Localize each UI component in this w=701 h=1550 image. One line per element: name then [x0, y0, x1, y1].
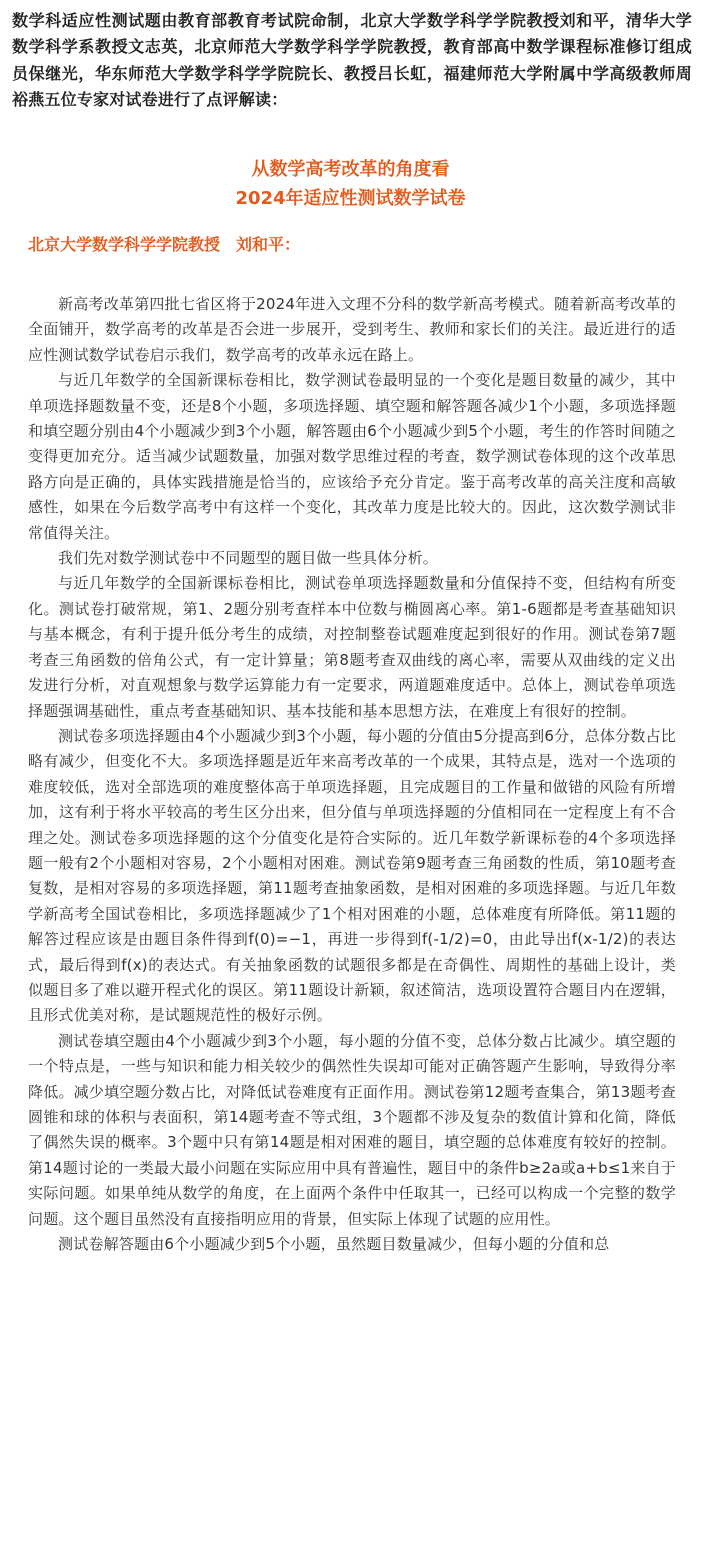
body-paragraph: 与近几年数学的全国新课标卷相比，测试卷单项选择题数量和分值保持不变，但结构有所变化。测试卷打破常规，第1、2题分别考查样本中位数与椭圆离心率。第1-6题都是考查基础知识与基本概念，有利于提升低分考生的成绩，对控制整卷试题难度起到很好的作用。测试卷第7题考查三角函数的倍角公式，有一定计算量；第8题考查双曲线的离心率，需要从双曲线的定义出发进行分析，对直观想象与数学运算能力有一定要求，两道题难度适中。总体上，测试卷单项选择题强调基础性，重点考查基础知识、基本技能和基本思想方法，在难度上有很好的控制。 [28, 574, 676, 720]
intro-paragraph: 数学科适应性测试题由教育部教育考试院命制，北京大学数学科学学院教授刘和平，清华大学数学科学系教授文志英，北京师范大学数学科学学院教授，教育部高中数学课程标准修订组成员保继光，华东师范大学数学科学学院院长、教授吕长虹，福建师范大学附属中学高级教师周裕燕五位专家对试卷进行了点评解读： [12, 11, 692, 109]
title-line-2: 2024年适应性测试数学试卷 [235, 188, 466, 209]
author-heading: 北京大学数学科学学院教授 刘和平： [28, 235, 301, 254]
body-paragraph: 测试卷多项选择题由4个小题减少到3个小题，每小题的分值由5分提高到6分，总体分数占比略有减少，但变化不大。多项选择题是近年来高考改革的一个成果，其特点是，选对一个选项的难度较低，选对全部选项的难度整体高于单项选择题，且完成题目的工作量和做错的风险有所增加，这有利于将水平较高的考生区分出来，但分值与单项选择题的分值相同在一定程度上有不合理之处。测试卷多项选择题的这个分值变化是符合实际的。近几年数学新课标卷的4个多项选择题一般有2个小题相对容易，2个小题相对困难。测试卷第9题考查三角函数的性质，第10题考查复数，是相对容易的多项选择题，第11题考查抽象函数，是相对困难的多项选择题。与近几年数学新高考全国试卷相比，多项选择题减少了1个相对困难的小题，总体难度有所降低。第11题的解答过程应该是由题目条件得到f(0)=−1，再进一步得到f(-1/2)=0，由此导出f(x-1/2)的表达式，最后得到f(x)的表达式。有关抽象函数的试题很多都是在奇偶性、周期性的基础上设计，类似题目多了难以避开程式化的误区。第11题设计新颖，叙述简洁，选项设置符合题目内在逻辑，且形式优美对称，是试题规范性的极好示例。 [28, 726, 676, 1025]
body-paragraph: 我们先对数学测试卷中不同题型的题目做一些具体分析。 [58, 549, 439, 568]
body-paragraph: 测试卷解答题由6个小题减少到5个小题，虽然题目数量减少，但每小题的分值和总 [58, 1235, 610, 1254]
article-title [0, 155, 701, 213]
body-paragraph: 测试卷填空题由4个小题减少到3个小题，每小题的分值不变，总体分数占比减少。填空题的一个特点是，一些与知识和能力相关较少的偶然性失误却可能对正确答题产生影响，导致得分率降低。减少填空题分数占比，对降低试卷难度有正面作用。测试卷第12题考查集合，第13题考查圆锥和球的体积与表面积，第14题考查不等式组，3个题都不涉及复杂的数值计算和化简，降低了偶然失误的概率。3个题中只有第14题是相对困难的题目，填空题的总体难度有较好的控制。第14题讨论的一类最大最小问题在实际应用中具有普遍性，题目中的条件b≥2a或a+b≤1来自于实际问题。如果单纯从数学的角度，在上面两个条件中任取其一，已经可以构成一个完整的数学问题。这个题目虽然没有直接指明应用的背景，但实际上体现了试题的应用性。 [28, 1031, 676, 1228]
body-paragraph: 与近几年数学的全国新课标卷相比，数学测试卷最明显的一个变化是题目数量的减少，其中单项选择题数量不变，还是8个小题，多项选择题、填空题和解答题各减少1个小题，多项选择题和填空题分别由4个小题减少到3个小题，解答题由6个小题减少到5个小题，考生的作答时间随之变得更加充分。适当减少试题数量，加强对数学思维过程的考查，数学测试卷体现的这个改革思路方向是正确的，具体实践措施是恰当的，应该给予充分肯定。鉴于高考改革的高关注度和高敏感性，如果在今后数学高考中有这样一个变化，其改革力度是比较大的。因此，这次数学测试非常值得关注。 [28, 371, 676, 542]
article-body [28, 292, 676, 1257]
title-line-1: 从数学高考改革的角度看 [251, 159, 450, 180]
body-paragraph: 新高考改革第四批七省区将于2024年进入文理不分科的数学新高考模式。随着新高考改革的全面铺开，数学高考的改革是否会进一步展开，受到考生、教师和家长们的关注。最近进行的适应性测试数学试卷启示我们，数学高考的改革永远在路上。 [28, 295, 676, 364]
